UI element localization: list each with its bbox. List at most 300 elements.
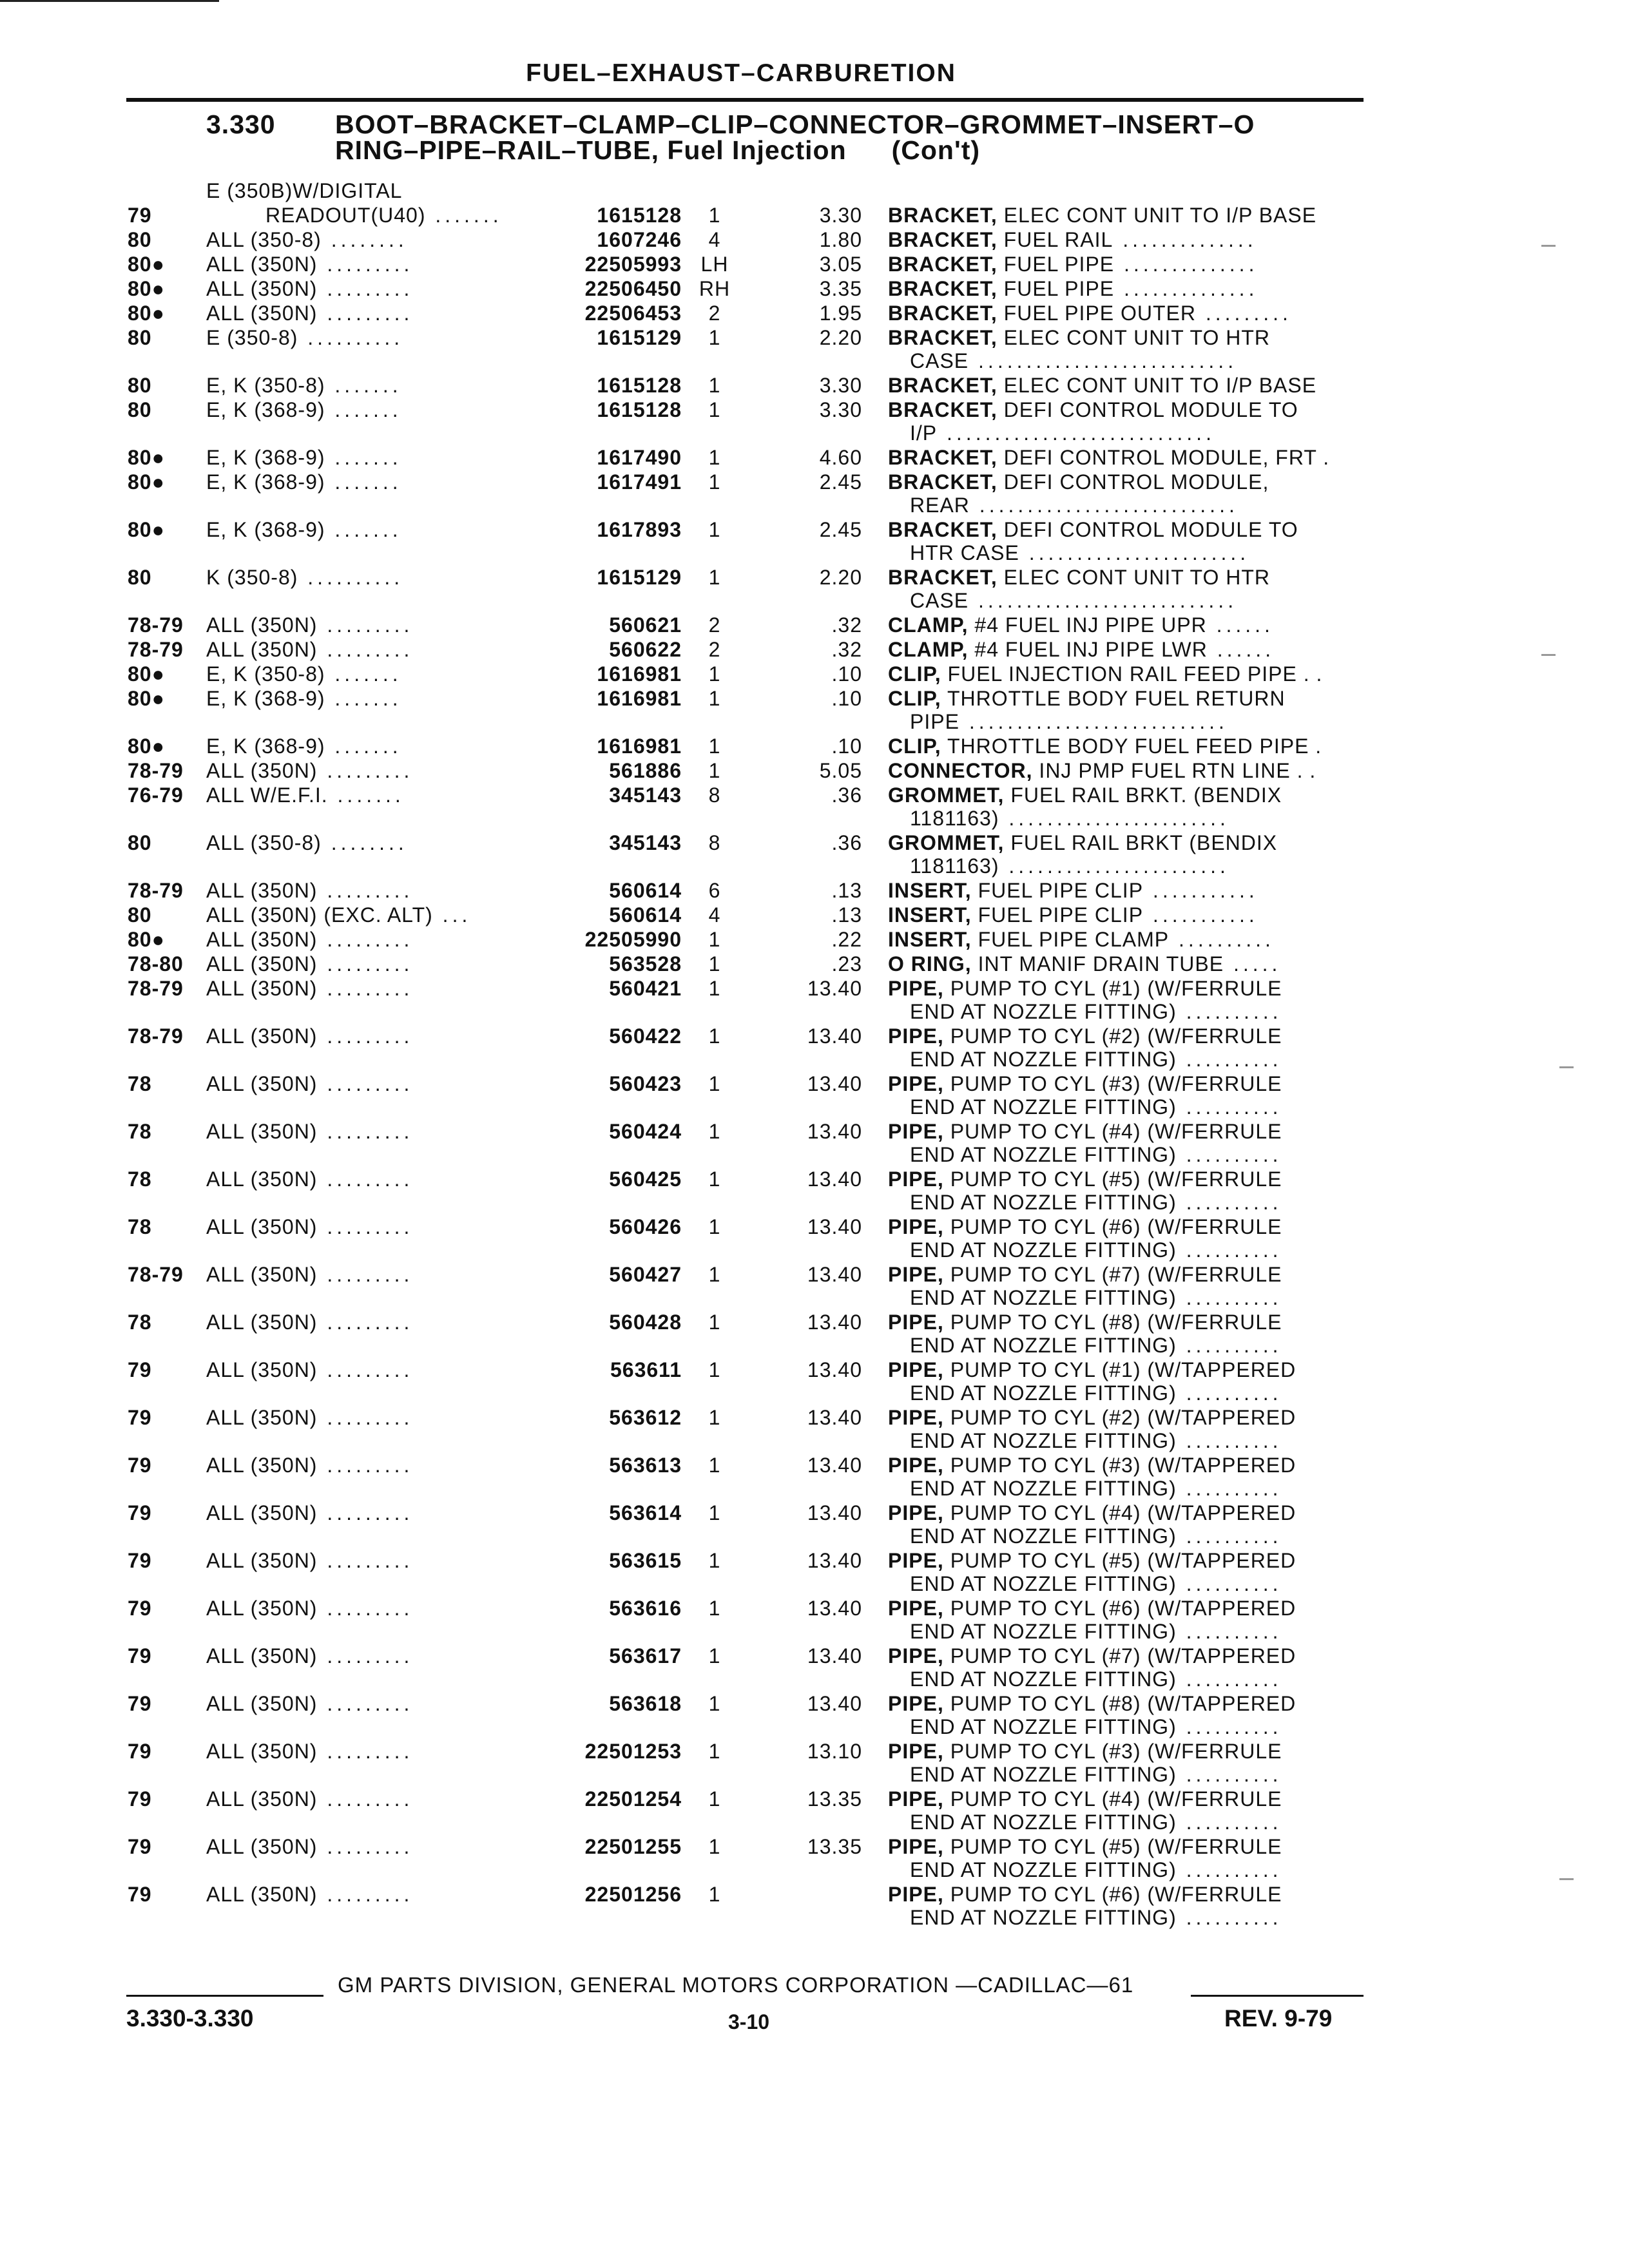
application (206, 1454, 413, 1477)
leader-dots: ......... (317, 759, 414, 782)
description-text: PUMP TO CYL (#8) (W/FERRULE (950, 1311, 1282, 1334)
description-text-2: END AT NOZZLE FITTING) (910, 1381, 1177, 1405)
application-text: ALL (350N) (206, 1358, 318, 1381)
part-name: PIPE, (888, 1835, 944, 1858)
leader-dots: .......... (1176, 1572, 1282, 1595)
quantity: 2 (708, 638, 721, 661)
model-year: 80 (128, 566, 152, 589)
application-text: ALL (350N) (206, 277, 318, 300)
part-row (0, 977, 1629, 1028)
quantity: 1 (708, 1358, 721, 1381)
description-text-2: I/P (910, 421, 938, 445)
part-row (0, 687, 1629, 738)
model-year: 80 (128, 326, 152, 349)
part-row (0, 326, 1629, 378)
model-year: 80 (128, 398, 152, 421)
quantity: 1 (708, 470, 721, 494)
part-number: 560422 (609, 1024, 682, 1048)
leader-dots: ......... (317, 1406, 414, 1429)
quantity: 4 (708, 903, 721, 927)
model-year: 79 (128, 1883, 152, 1906)
description-text: PUMP TO CYL (#5) (W/FERRULE (950, 1168, 1282, 1191)
description-continuation (910, 349, 1237, 373)
price: 3.35 (819, 277, 862, 300)
description (888, 374, 1316, 398)
description (888, 903, 1258, 927)
part-row (0, 1501, 1629, 1553)
price: .36 (831, 831, 862, 854)
leader-dots: .......... (1176, 1524, 1282, 1548)
part-number: 345143 (609, 831, 682, 854)
part-name: PIPE, (888, 1597, 944, 1620)
description-text-2: END AT NOZZLE FITTING) (910, 1048, 1177, 1071)
part-name: PIPE, (888, 1549, 944, 1572)
footer-publisher: GM PARTS DIVISION, GENERAL MOTORS CORPORATION —CADILLAC—61 (338, 1973, 1134, 1997)
description-text: ELEC CONT UNIT TO HTR (1003, 566, 1271, 589)
model-year: 80● (128, 277, 165, 300)
description-continuation (910, 1191, 1282, 1215)
description-continuation (910, 1000, 1282, 1024)
part-name: PIPE, (888, 1215, 944, 1238)
description (888, 928, 1275, 952)
part-row (0, 1311, 1629, 1362)
application (206, 518, 402, 542)
leader-dots: ....................... (999, 807, 1229, 830)
part-row (0, 1644, 1629, 1696)
model-year: 78-79 (128, 1024, 184, 1048)
application-text: ALL (350N) (206, 1263, 318, 1286)
part-name: PIPE, (888, 1263, 944, 1286)
application (206, 374, 402, 398)
leader-dots: .......... (1176, 1906, 1282, 1929)
quantity: 1 (708, 1740, 721, 1763)
model-year: 80● (128, 928, 165, 951)
description-continuation (910, 1477, 1282, 1501)
application (206, 253, 413, 276)
quantity: 1 (708, 1168, 721, 1191)
price: 13.35 (807, 1787, 862, 1811)
application-text: ALL (350N) (206, 1120, 318, 1143)
description (888, 228, 1257, 252)
part-name: PIPE, (888, 1644, 944, 1667)
leader-dots: ............................ (937, 421, 1215, 445)
leader-dots: ..... (1224, 952, 1282, 975)
application-text: ALL (350-8) (206, 228, 322, 251)
description-continuation (910, 541, 1249, 565)
description (888, 977, 1282, 1001)
leader-dots: .......... (1176, 1477, 1282, 1500)
application-text: ALL (350N) (206, 1597, 318, 1620)
application-text: ALL (350N) (206, 1072, 318, 1095)
part-number: 1615129 (597, 566, 682, 589)
description-text-2: REAR (910, 494, 970, 517)
application (206, 566, 403, 590)
quantity: 1 (708, 398, 721, 421)
leader-dots: ....... (325, 518, 402, 541)
leader-dots: ......... (317, 1120, 414, 1143)
description (888, 1740, 1282, 1763)
leader-dots: .......... (298, 326, 404, 349)
leader-dots: ....... (325, 687, 402, 710)
part-name: PIPE, (888, 1120, 944, 1143)
model-year: 80● (128, 735, 165, 758)
description-text: PUMP TO CYL (#1) (W/TAPPERED (950, 1358, 1296, 1381)
leader-dots: ......... (317, 1311, 414, 1334)
part-row (0, 1692, 1629, 1744)
description (888, 566, 1270, 590)
application (206, 662, 402, 686)
price: 13.40 (807, 1692, 862, 1715)
description-continuation (910, 1048, 1282, 1072)
quantity: 1 (708, 1597, 721, 1620)
leader-dots: ......... (317, 1644, 414, 1667)
description-text-2: END AT NOZZLE FITTING) (910, 1572, 1177, 1595)
model-year: 80● (128, 253, 165, 276)
quantity: 2 (708, 613, 721, 637)
model-year: 79 (128, 1501, 152, 1524)
application (206, 1120, 413, 1144)
description-text-2: PIPE (910, 710, 959, 733)
description-text: FUEL PIPE CLIP (978, 903, 1144, 927)
description (888, 446, 1329, 470)
description-text: PUMP TO CYL (#6) (W/TAPPERED (950, 1597, 1296, 1620)
description-continuation (910, 1906, 1282, 1930)
part-name: BRACKET, (888, 204, 998, 227)
description-text: ELEC CONT UNIT TO I/P BASE (1003, 374, 1317, 397)
application-text: ALL (350N) (206, 1454, 318, 1477)
description (888, 1692, 1296, 1716)
quantity: 1 (708, 1787, 721, 1811)
description (888, 1072, 1282, 1096)
description-text-2: END AT NOZZLE FITTING) (910, 1191, 1177, 1214)
price: .22 (831, 928, 862, 951)
quantity: 1 (708, 446, 721, 469)
part-row (0, 398, 1629, 450)
description-text-2: HTR CASE (910, 541, 1019, 564)
model-year: 79 (128, 1740, 152, 1763)
application-text: E (350-8) (206, 326, 298, 349)
description-text-2: END AT NOZZLE FITTING) (910, 1811, 1177, 1834)
application-text: ALL (350N) (206, 1883, 318, 1906)
description (888, 470, 1269, 494)
part-name: GROMMET, (888, 783, 1005, 807)
description (888, 1787, 1282, 1811)
price: .10 (831, 662, 862, 686)
description-continuation (910, 1286, 1282, 1310)
application-text: ALL (350N) (EXC. ALT) (206, 903, 433, 927)
description-continuation (910, 1858, 1282, 1882)
description (888, 1883, 1282, 1907)
application-text: E, K (350-8) (206, 662, 325, 686)
application-text: ALL (350N) (206, 638, 318, 661)
application (206, 1883, 413, 1907)
part-number: 561886 (609, 759, 682, 782)
leader-dots: .............. (1113, 228, 1257, 251)
part-name: PIPE, (888, 1787, 944, 1811)
part-number: 22501255 (584, 1835, 682, 1858)
description (888, 879, 1258, 903)
part-name: PIPE, (888, 1024, 944, 1048)
application (206, 1692, 413, 1716)
part-name: BRACKET, (888, 518, 998, 541)
application-text: ALL (350N) (206, 1311, 318, 1334)
application (206, 398, 402, 422)
price: 13.40 (807, 1644, 862, 1667)
part-name: GROMMET, (888, 831, 1005, 854)
application (206, 1358, 413, 1382)
price: 13.35 (807, 1835, 862, 1858)
price: .23 (831, 952, 862, 975)
leader-dots: ......... (317, 1263, 414, 1286)
description (888, 302, 1292, 325)
application (206, 928, 413, 952)
part-row (0, 1597, 1629, 1648)
part-row (0, 1263, 1629, 1314)
description-text: DEFI CONTROL MODULE TO (1003, 518, 1298, 541)
part-row (0, 1072, 1629, 1124)
model-year: 78-79 (128, 977, 184, 1000)
description-text-2: END AT NOZZLE FITTING) (910, 1238, 1177, 1262)
application-text: ALL (350N) (206, 977, 318, 1000)
description (888, 1024, 1282, 1048)
description-text-2: END AT NOZZLE FITTING) (910, 1095, 1177, 1119)
part-name: CLAMP, (888, 638, 969, 661)
quantity: 1 (708, 374, 721, 397)
application-text: ALL (350-8) (206, 831, 322, 854)
description-text: INJ PMP FUEL RTN LINE . . (1039, 759, 1316, 782)
price: 3.05 (819, 253, 862, 276)
part-number: 1616981 (597, 735, 682, 758)
description-continuation (910, 1238, 1282, 1262)
leader-dots: ....... (325, 735, 402, 758)
model-year: 78-79 (128, 759, 184, 782)
application (206, 735, 402, 758)
model-year: 78 (128, 1072, 152, 1095)
leader-dots: ....... (325, 446, 402, 469)
model-year: 79 (128, 1597, 152, 1620)
application-text: ALL (350N) (206, 1549, 318, 1572)
part-name: BRACKET, (888, 566, 998, 589)
application-text: ALL (350N) (206, 1787, 318, 1811)
quantity: 1 (708, 1549, 721, 1572)
footer-rule-left (126, 1995, 323, 1997)
leader-dots: ........................... (969, 589, 1238, 612)
leader-dots: ....... (325, 470, 402, 494)
application (206, 831, 408, 855)
leader-dots: ......... (317, 879, 414, 902)
part-row (0, 1406, 1629, 1457)
model-year: 78-79 (128, 1263, 184, 1286)
margin-tick (1541, 245, 1556, 247)
application (206, 277, 413, 301)
part-name: BRACKET, (888, 326, 998, 349)
leader-dots: ........ (321, 228, 408, 251)
application-text: ALL (350N) (206, 879, 318, 902)
part-name: INSERT, (888, 879, 972, 902)
application-text: E, K (368-9) (206, 518, 325, 541)
description-text-2: END AT NOZZLE FITTING) (910, 1477, 1177, 1500)
part-name: PIPE, (888, 1311, 944, 1334)
price: 2.20 (819, 326, 862, 349)
leader-dots: ......... (317, 638, 414, 661)
description-text: PUMP TO CYL (#4) (W/FERRULE (950, 1120, 1282, 1143)
leader-dots: .............. (1114, 277, 1258, 300)
leader-dots: ......... (317, 1549, 414, 1572)
part-name: INSERT, (888, 903, 972, 927)
part-name: CLIP, (888, 687, 941, 710)
description-text-2: END AT NOZZLE FITTING) (910, 1763, 1177, 1786)
part-number: 22501253 (584, 1740, 682, 1763)
description (888, 638, 1275, 662)
price: 1.80 (819, 228, 862, 251)
description-text-2: END AT NOZZLE FITTING) (910, 1334, 1177, 1357)
part-number: 1615128 (597, 398, 682, 421)
leader-dots: ......... (317, 613, 414, 637)
quantity: 1 (708, 1311, 721, 1334)
leader-dots: ......... (317, 1215, 414, 1238)
application (206, 638, 413, 662)
part-number: 1615128 (597, 204, 682, 227)
application-text: K (350-8) (206, 566, 298, 589)
leader-dots: ....................... (1019, 541, 1250, 564)
part-number: 22501254 (584, 1787, 682, 1811)
application (206, 783, 405, 807)
description (888, 1454, 1296, 1477)
description (888, 1311, 1282, 1334)
part-row (0, 1358, 1629, 1410)
description-text: PUMP TO CYL (#3) (W/FERRULE (950, 1740, 1282, 1763)
model-year: 79 (128, 1406, 152, 1429)
group-title-text: BOOT–BRACKET–CLAMP–CLIP–CONNECTOR–GROMMET–INSERT–O (335, 110, 1255, 139)
model-year: 79 (128, 1454, 152, 1477)
part-number: 560424 (609, 1120, 682, 1143)
description-continuation (910, 1620, 1282, 1644)
quantity: 1 (708, 1835, 721, 1858)
part-name: PIPE, (888, 1740, 944, 1763)
part-number: 560621 (609, 613, 682, 637)
part-name: CLIP, (888, 662, 941, 686)
quantity: 1 (708, 1501, 721, 1524)
leader-dots: .......... (1176, 1334, 1282, 1357)
description-continuation (910, 1715, 1282, 1739)
part-name: PIPE, (888, 1406, 944, 1429)
leader-dots: ......... (317, 1168, 414, 1191)
part-number: 345143 (609, 783, 682, 807)
quantity: RH (699, 277, 731, 300)
price: 2.20 (819, 566, 862, 589)
part-row (0, 566, 1629, 617)
application-text: ALL (350N) (206, 1024, 318, 1048)
leader-dots: ....... (325, 662, 402, 686)
part-number: 563614 (609, 1501, 682, 1524)
model-year: 80● (128, 446, 165, 469)
price: 4.60 (819, 446, 862, 469)
quantity: 1 (708, 759, 721, 782)
application (206, 446, 402, 470)
part-name: BRACKET, (888, 398, 998, 421)
part-row (0, 518, 1629, 570)
part-number: 22505990 (584, 928, 682, 951)
part-number: 563617 (609, 1644, 682, 1667)
leader-dots: ......... (317, 302, 414, 325)
application (206, 1549, 413, 1573)
application (206, 470, 402, 494)
model-year: 78 (128, 1215, 152, 1238)
price: .36 (831, 783, 862, 807)
leader-dots: .......... (1176, 1048, 1282, 1071)
price: 13.40 (807, 1072, 862, 1095)
application-text: E, K (368-9) (206, 398, 325, 421)
description-continuation (910, 1095, 1282, 1119)
leader-dots: ......... (317, 1597, 414, 1620)
description-text-2: END AT NOZZLE FITTING) (910, 1906, 1177, 1929)
part-name: PIPE, (888, 1501, 944, 1524)
description-text: PUMP TO CYL (#1) (W/FERRULE (950, 977, 1282, 1000)
part-name: PIPE, (888, 1692, 944, 1715)
application-text: ALL (350N) (206, 952, 318, 975)
leader-dots: ....... (327, 783, 405, 807)
leader-dots: ......... (317, 1883, 414, 1906)
application-text: ALL (350N) (206, 1740, 318, 1763)
part-row (0, 1024, 1629, 1076)
quantity: 1 (708, 326, 721, 349)
model-year: 79 (128, 1549, 152, 1572)
part-name: BRACKET, (888, 374, 998, 397)
application (206, 1072, 413, 1096)
part-row (0, 1883, 1629, 1934)
leader-dots: ......... (317, 928, 414, 951)
part-number: 563611 (610, 1358, 682, 1381)
model-year: 80 (128, 903, 152, 927)
margin-tick (1559, 1878, 1574, 1880)
description-text: FUEL RAIL (1003, 228, 1113, 251)
leader-dots: ........................... (969, 349, 1238, 372)
leader-dots: .......... (1176, 1143, 1282, 1166)
quantity: 1 (708, 204, 721, 227)
application-text: E, K (368-9) (206, 446, 325, 469)
part-row (0, 470, 1629, 522)
description-text: PUMP TO CYL (#6) (W/FERRULE (950, 1215, 1282, 1238)
quantity: 4 (708, 228, 721, 251)
quantity: 1 (708, 687, 721, 710)
part-row (0, 1120, 1629, 1171)
description-text-2: END AT NOZZLE FITTING) (910, 1715, 1177, 1738)
application (206, 1644, 413, 1668)
part-row (0, 831, 1629, 883)
description (888, 204, 1316, 227)
part-row (0, 1168, 1629, 1219)
price: 3.30 (819, 374, 862, 397)
margin-tick (1541, 654, 1556, 656)
application-text: ALL (350N) (206, 613, 318, 637)
price: 13.40 (807, 1406, 862, 1429)
description-text: FUEL PIPE CLAMP (978, 928, 1170, 951)
part-number: 563615 (609, 1549, 682, 1572)
leader-dots: ........ (321, 831, 408, 854)
description (888, 831, 1277, 855)
leader-dots: ......... (317, 1501, 414, 1524)
application-text: E, K (368-9) (206, 687, 325, 710)
model-year: 78-79 (128, 613, 184, 637)
leader-dots: .............. (1114, 253, 1258, 276)
description-text: PUMP TO CYL (#5) (W/TAPPERED (950, 1549, 1296, 1572)
part-name: PIPE, (888, 1072, 944, 1095)
part-number: 560423 (609, 1072, 682, 1095)
model-year: 78-79 (128, 638, 184, 661)
description-text-2: END AT NOZZLE FITTING) (910, 1620, 1177, 1643)
leader-dots: ......... (317, 952, 414, 975)
part-name: PIPE, (888, 977, 944, 1000)
